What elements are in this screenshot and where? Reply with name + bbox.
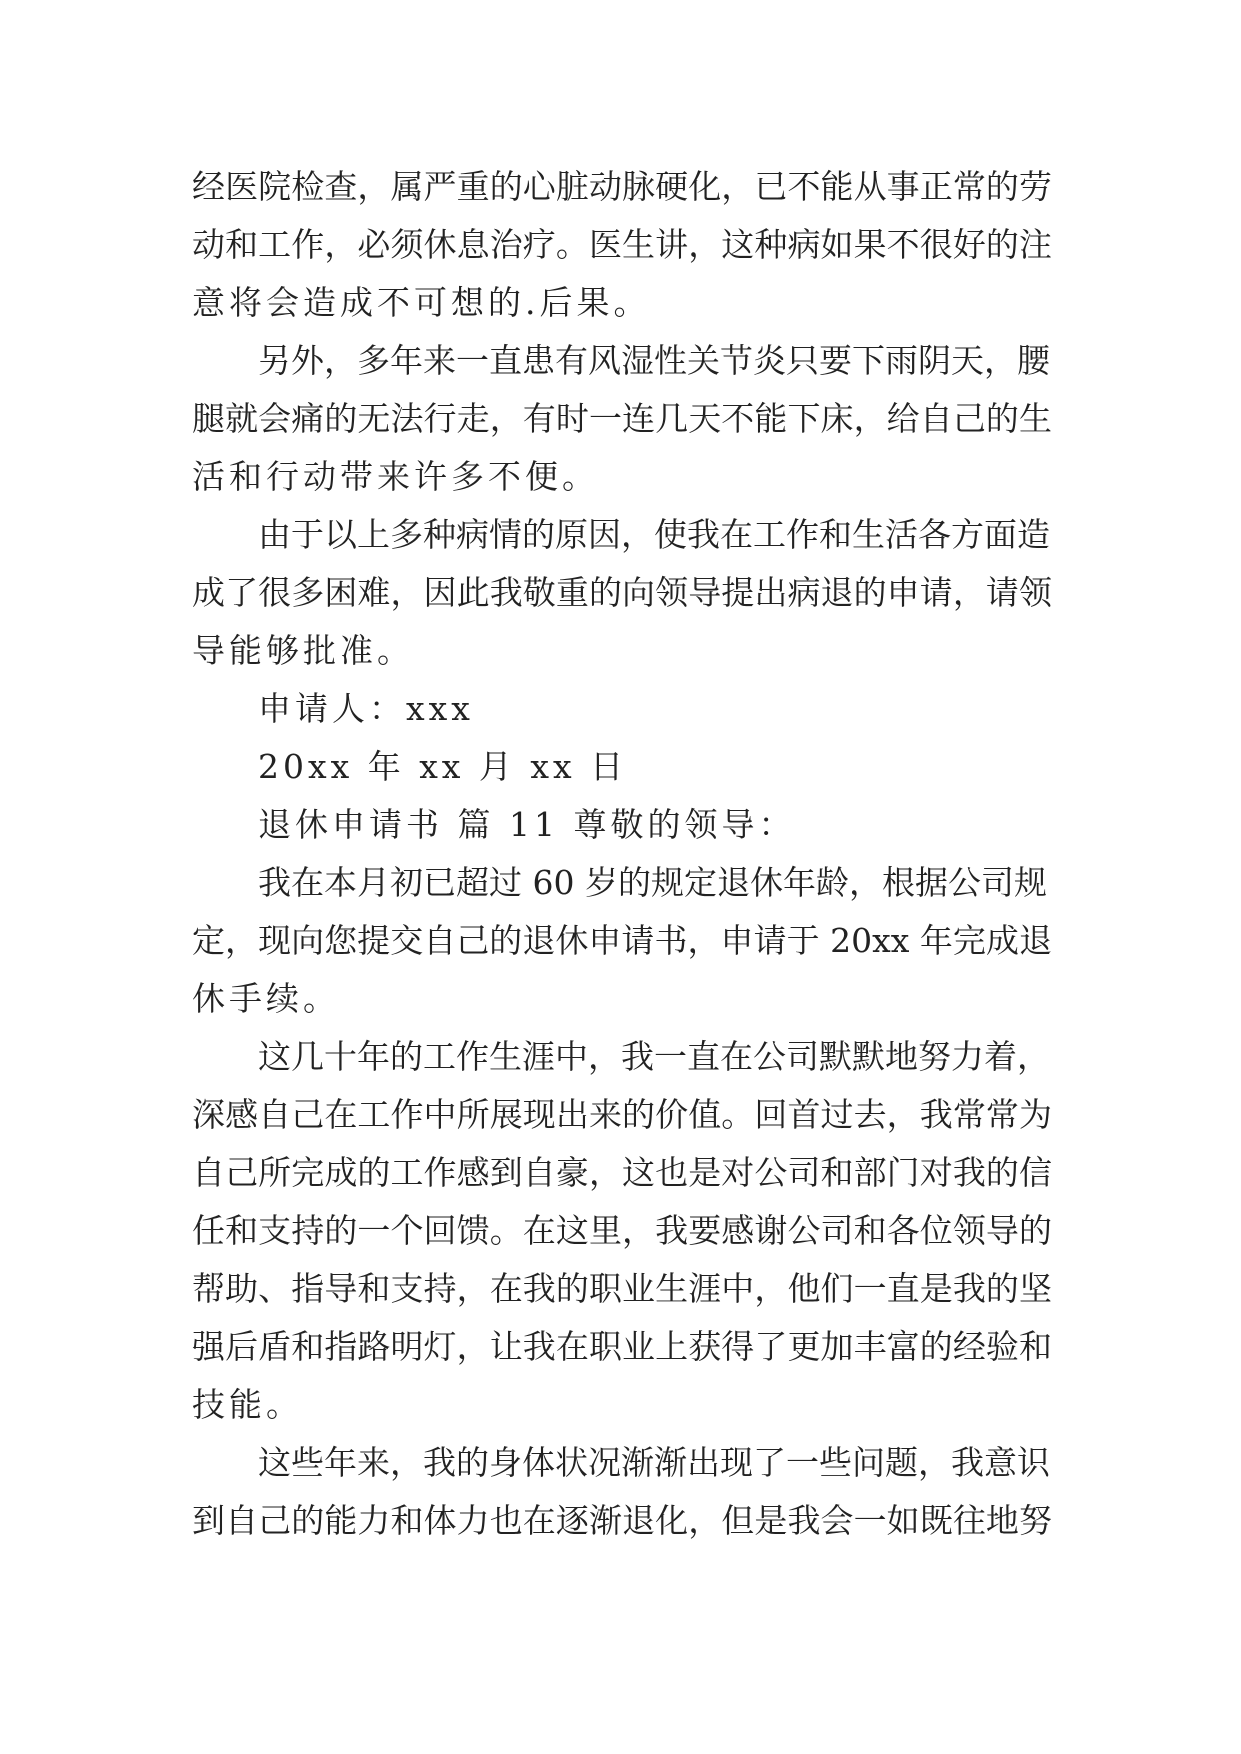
section-heading: 退休申请书 篇 11 尊敬的领导： [258,805,796,844]
applicant-line: 申请人：xxx [258,689,474,728]
text-line: 任和支持的一个回馈。在这里，我要感谢公司和各位领导的 [192,1211,1052,1250]
text-line: 休手续。 [192,979,340,1018]
text-line: 由于以上多种病情的原因，使我在工作和生活各方面造 [258,515,1050,554]
text-line: 经医院检查，属严重的心脏动脉硬化，已不能从事正常的劳 [192,167,1052,206]
text-line: 深感自己在工作中所展现出来的价值。回首过去，我常常为 [192,1095,1052,1134]
text-line: 腿就会痛的无法行走，有时一连几天不能下床，给自己的生 [192,399,1052,438]
text-line: 定，现向您提交自己的退休申请书，申请于 20xx 年完成退 [192,921,1052,960]
text-line: 自己所完成的工作感到自豪，这也是对公司和部门对我的信 [192,1153,1052,1192]
date-line: 20xx 年 xx 月 xx 日 [258,747,628,786]
text-line: 另外，多年来一直患有风湿性关节炎只要下雨阴天，腰 [258,341,1050,380]
text-line: 意将会造成不可想的.后果。 [192,283,651,322]
text-line: 导能够批准。 [192,631,414,670]
text-line: 成了很多困难，因此我敬重的向领导提出病退的申请，请领 [192,573,1052,612]
document-body [192,158,1052,1550]
text-line: 技能。 [192,1385,303,1424]
text-line: 这些年来，我的身体状况渐渐出现了一些问题，我意识 [258,1443,1050,1482]
text-line: 到自己的能力和体力也在逐渐退化，但是我会一如既往地努 [192,1501,1052,1540]
text-line: 这几十年的工作生涯中，我一直在公司默默地努力着， [258,1037,1050,1076]
text-line: 活和行动带来许多不便。 [192,457,599,496]
text-line: 强后盾和指路明灯，让我在职业上获得了更加丰富的经验和 [192,1327,1052,1366]
text-line: 我在本月初已超过 60 岁的规定退休年龄，根据公司规 [258,863,1047,902]
text-line: 帮助、指导和支持，在我的职业生涯中，他们一直是我的坚 [192,1269,1052,1308]
text-line: 动和工作，必须休息治疗。医生讲，这种病如果不很好的注 [192,225,1052,264]
